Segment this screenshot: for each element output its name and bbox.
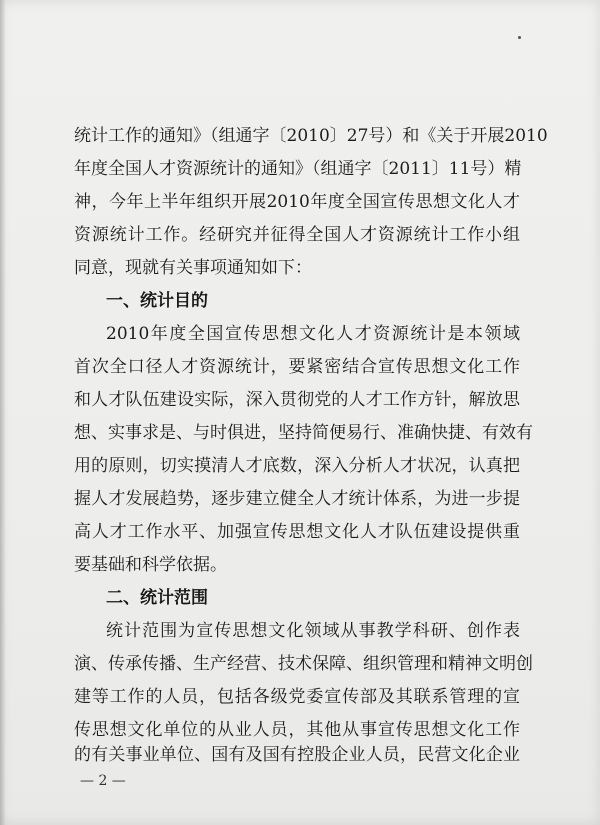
section-1-line-4: 想、实事求是、与时俱进，坚持简便易行、准确快捷、有效有 bbox=[74, 423, 533, 443]
section-1-line-3: 和人才队伍建设实际，深入贯彻党的人才工作方针，解放思 bbox=[74, 390, 520, 410]
section-1-line-8: 要基础和科学依据。 bbox=[74, 555, 227, 575]
section-2-line-3: 建等工作的人员，包括各级党委宣传部及其联系管理的宣 bbox=[74, 687, 520, 707]
section-2-line-2: 演、传承传播、生产经营、技术保障、组织管理和精神文明创 bbox=[74, 654, 533, 674]
section-1-line-1: 2010年度全国宣传思想文化人才资源统计是本领域 bbox=[106, 324, 520, 344]
section-2-heading: 二、统计范围 bbox=[106, 588, 208, 608]
section-2-line-1: 统计范围为宣传思想文化领域从事教学科研、创作表 bbox=[106, 621, 520, 641]
paragraph-1-line-5: 同意，现就有关事项通知如下： bbox=[74, 258, 312, 278]
paragraph-1-line-2: 年度全国人才资源统计的通知》（组通字〔2011〕11号）精 bbox=[74, 159, 522, 179]
section-1-line-7: 高人才工作水平、加强宣传思想文化人才队伍建设提供重 bbox=[74, 522, 520, 542]
section-1-heading: 一、统计目的 bbox=[106, 291, 208, 311]
section-1-line-5: 用的原则，切实摸清人才底数，深入分析人才状况，认真把 bbox=[74, 456, 520, 476]
section-1-line-6: 握人才发展趋势，逐步建立健全人才统计体系，为进一步提 bbox=[74, 489, 520, 509]
scan-edge-shadow bbox=[0, 0, 6, 825]
paragraph-1-line-3: 神，今年上半年组织开展2010年度全国宣传思想文化人才 bbox=[74, 192, 520, 212]
scan-speck bbox=[518, 36, 521, 39]
section-2-line-4: 传思想文化单位的从业人员，其他从事宣传思想文化工作 bbox=[74, 720, 520, 740]
paragraph-1-line-4: 资源统计工作。经研究并征得全国人才资源统计工作小组 bbox=[74, 225, 520, 245]
page-number: — 2 — bbox=[80, 773, 126, 789]
paragraph-1-line-1: 统计工作的通知》（组通字〔2010〕27号）和《关于开展2010 bbox=[74, 126, 548, 146]
section-1-line-2: 首次全口径人才资源统计，要紧密结合宣传思想文化工作 bbox=[74, 357, 520, 377]
section-2-line-5: 的有关事业单位、国有及国有控股企业人员，民营文化企业 bbox=[74, 745, 520, 765]
